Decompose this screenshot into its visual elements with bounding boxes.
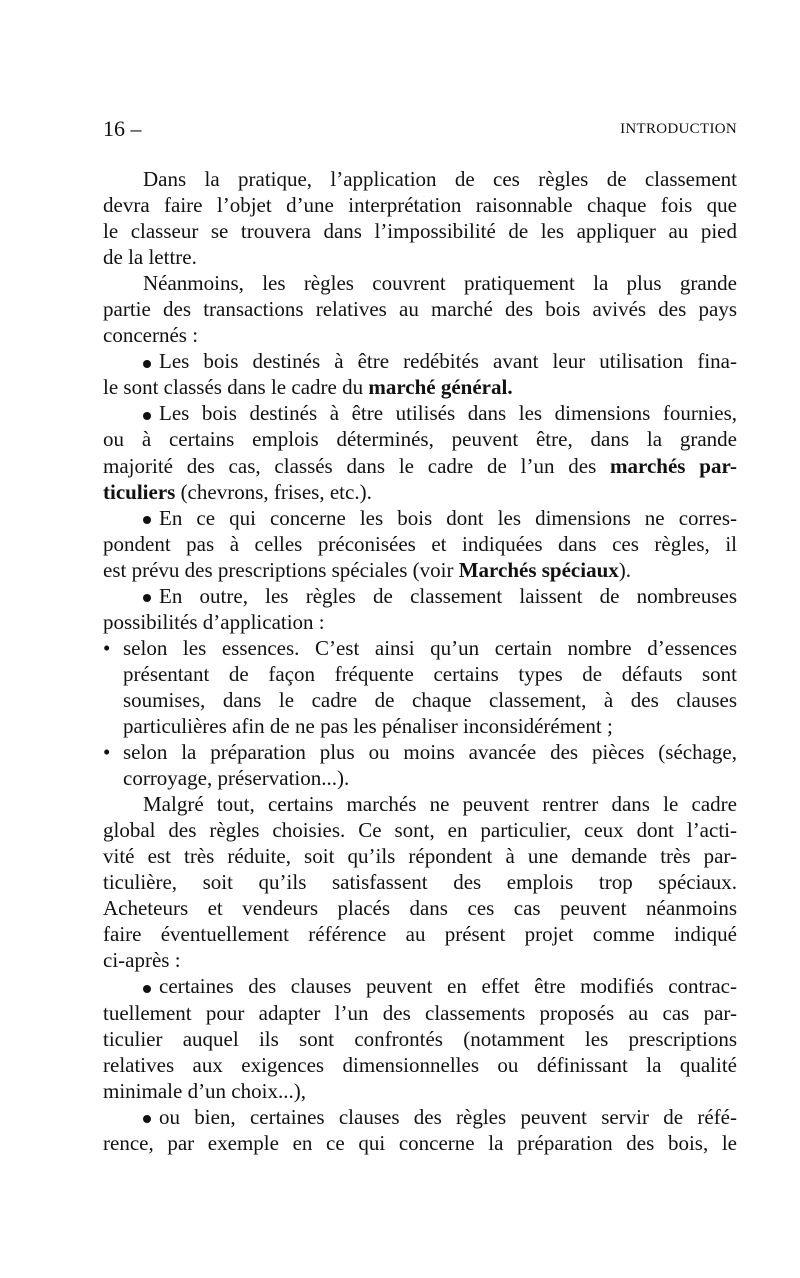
bullet-icon bbox=[143, 360, 151, 368]
line-text: ci-après : bbox=[103, 948, 181, 973]
text-line bbox=[103, 635, 737, 661]
text-line bbox=[103, 973, 737, 999]
line-text: selon la préparation plus ou moins avancée des pièces (séchage, bbox=[123, 740, 737, 765]
bold-term: marché général. bbox=[368, 375, 513, 400]
line-text: soumises, dans le cadre de chaque classement, à des clauses bbox=[123, 687, 737, 712]
bullet-icon bbox=[143, 412, 151, 420]
line-text: En ce qui concerne les bois dont les dimensions ne corres- bbox=[159, 505, 737, 530]
bullet-icon bbox=[143, 516, 151, 524]
text-line bbox=[103, 739, 737, 765]
text-line bbox=[103, 1000, 737, 1026]
text-line bbox=[103, 921, 737, 947]
bullet-icon: • bbox=[103, 635, 111, 660]
text-line bbox=[103, 817, 737, 843]
line-text: majorité des cas, classés dans le cadre de l’un des bbox=[103, 453, 611, 478]
line-text: ticulière, soit qu’ils satisfassent des emplois trop spéciaux. bbox=[103, 870, 737, 895]
line-text: Les bois destinés à être utilisés dans les dimensions fournies, bbox=[159, 401, 737, 426]
bullet-icon bbox=[143, 594, 151, 602]
line-text: Malgré tout, certains marchés ne peuvent rentrer dans le cadre bbox=[143, 792, 737, 817]
line-text: présentant de façon fréquente certains types de défauts sont bbox=[123, 661, 737, 686]
text-line bbox=[103, 1104, 737, 1130]
line-text: global des règles choisies. Ce sont, en particulier, ceux dont l’acti- bbox=[103, 818, 737, 843]
line-text: possibilités d’application : bbox=[103, 609, 325, 634]
text-line bbox=[103, 713, 737, 739]
line-text: concernés : bbox=[103, 323, 199, 348]
text-line bbox=[103, 583, 737, 609]
line-text: partie des transactions relatives au marché des bois avivés des pays bbox=[103, 297, 737, 322]
line-text: est prévu des prescriptions spéciales (voir bbox=[103, 557, 459, 582]
line-text: Acheteurs et vendeurs placés dans ces cas peuvent néanmoins bbox=[103, 896, 737, 921]
text-line bbox=[103, 322, 737, 348]
text-line bbox=[103, 869, 737, 895]
text-line bbox=[103, 270, 737, 296]
text-line bbox=[103, 791, 737, 817]
line-text: ou à certains emplois déterminés, peuvent être, dans la grande bbox=[103, 427, 737, 452]
text-line bbox=[103, 453, 737, 479]
line-text: ticulier auquel ils sont confrontés (notamment les prescriptions bbox=[103, 1026, 737, 1051]
text-line bbox=[103, 479, 737, 505]
line-text: Dans la pratique, l’application de ces règles de classement bbox=[143, 167, 737, 191]
text-line bbox=[103, 609, 737, 635]
line-text: En outre, les règles de classement laissent de nombreuses bbox=[159, 583, 737, 608]
text-line bbox=[103, 1078, 737, 1104]
text-line bbox=[103, 661, 737, 687]
bullet-icon: • bbox=[103, 740, 111, 765]
page-number: 16 – bbox=[103, 116, 142, 141]
line-text: corroyage, préservation...). bbox=[123, 766, 350, 791]
text-line bbox=[103, 296, 737, 322]
running-head: INTRODUCTION bbox=[620, 121, 737, 137]
text-line bbox=[103, 374, 737, 400]
line-text: pondent pas à celles préconisées et indiquées dans ces règles, il bbox=[103, 531, 737, 556]
text-line bbox=[103, 426, 737, 452]
line-text: le sont classés dans le cadre du bbox=[103, 375, 369, 400]
bold-term: marchés par- bbox=[610, 453, 737, 478]
text-line bbox=[103, 947, 737, 973]
line-text: tuellement pour adapter l’un des classements proposés au cas par- bbox=[103, 1000, 737, 1025]
line-text: particulières afin de ne pas les pénaliser inconsidérément ; bbox=[123, 713, 613, 738]
text-line bbox=[103, 557, 737, 583]
bullet-icon bbox=[143, 1115, 151, 1123]
text-line bbox=[103, 895, 737, 921]
line-text: Néanmoins, les règles couvrent pratiquement la plus grande bbox=[143, 271, 737, 296]
line-text: ou bien, certaines clauses des règles peuvent servir de réfé- bbox=[159, 1104, 737, 1129]
line-text: vité est très réduite, soit qu’ils répondent à une demande très par- bbox=[103, 844, 737, 869]
line-text: ). bbox=[618, 557, 631, 582]
line-text: (chevrons, frises, etc.). bbox=[175, 479, 372, 504]
text-line bbox=[103, 531, 737, 557]
text-line bbox=[103, 400, 737, 426]
text-line bbox=[103, 348, 737, 374]
bullet-icon bbox=[143, 985, 151, 993]
line-text: rence, par exemple en ce qui concerne la préparation des bois, le bbox=[103, 1130, 737, 1155]
text-line bbox=[103, 1052, 737, 1078]
line-text: minimale d’un choix...), bbox=[103, 1078, 306, 1103]
body-text bbox=[103, 166, 737, 1156]
line-text: selon les essences. C’est ainsi qu’un certain nombre d’essences bbox=[123, 635, 737, 660]
bold-term: ticuliers bbox=[103, 479, 176, 504]
text-line bbox=[103, 687, 737, 713]
text-line bbox=[103, 192, 737, 218]
text-line bbox=[103, 505, 737, 531]
line-text: Les bois destinés à être redébités avant leur utilisation fina- bbox=[159, 349, 737, 374]
text-line bbox=[103, 765, 737, 791]
text-line bbox=[103, 218, 737, 244]
line-text: certaines des clauses peuvent en effet être modifiés contrac- bbox=[159, 974, 737, 999]
text-line bbox=[103, 1130, 737, 1156]
text-line bbox=[103, 1026, 737, 1052]
text-line bbox=[103, 843, 737, 869]
text-line bbox=[103, 166, 737, 192]
text-line bbox=[103, 244, 737, 270]
line-text: faire éventuellement référence au présent projet comme indiqué bbox=[103, 922, 737, 947]
line-text: devra faire l’objet d’une interprétation raisonnable chaque fois que bbox=[103, 193, 737, 218]
line-text: relatives aux exigences dimensionnelles ou définissant la qualité bbox=[103, 1052, 737, 1077]
line-text: de la lettre. bbox=[103, 245, 197, 270]
line-text: le classeur se trouvera dans l’impossibilité de les appliquer au pied bbox=[103, 219, 737, 244]
bold-term: Marchés spéciaux bbox=[458, 557, 619, 582]
